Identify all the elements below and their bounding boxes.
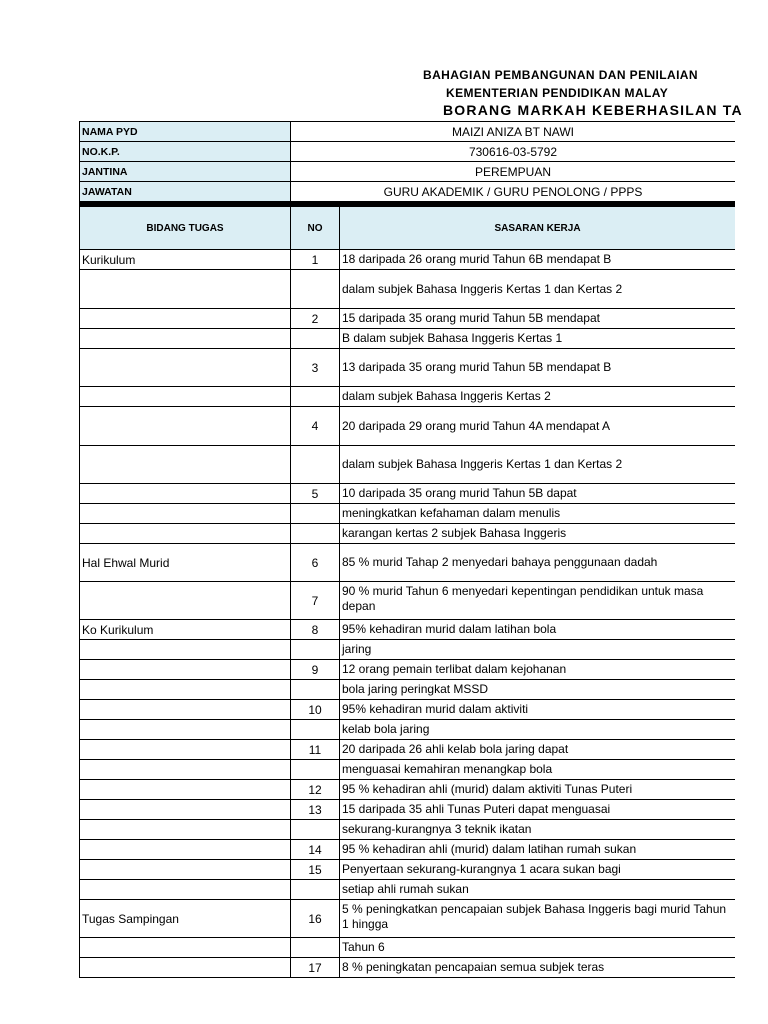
no-cell: 15 (290, 860, 339, 879)
no-cell: 16 (290, 900, 339, 937)
no-cell: 8 (290, 620, 339, 639)
info-value: 730616-03-5792 (290, 142, 735, 161)
sasaran-cell: 20 daripada 29 orang murid Tahun 4A mendapat A (339, 407, 735, 445)
sasaran-cell: bola jaring peringkat MSSD (339, 680, 735, 699)
info-value: MAIZI ANIZA BT NAWI (290, 122, 735, 141)
bidang-cell (79, 820, 290, 839)
bidang-cell (79, 640, 290, 659)
bidang-cell (79, 329, 290, 348)
no-cell: 13 (290, 800, 339, 819)
bidang-cell (79, 660, 290, 679)
header-sasaran-kerja: SASARAN KERJA (339, 207, 735, 249)
table-row (79, 250, 735, 270)
info-label: JAWATAN (79, 182, 290, 201)
info-row-jawatan (79, 182, 735, 202)
no-cell (290, 387, 339, 406)
sasaran-cell: kelab bola jaring (339, 720, 735, 739)
no-cell (290, 820, 339, 839)
table-row (79, 620, 735, 640)
sasaran-cell: 10 daripada 35 orang murid Tahun 5B dapat (339, 484, 735, 503)
header-no: NO (290, 207, 339, 249)
sasaran-cell: karangan kertas 2 subjek Bahasa Inggeris (339, 524, 735, 543)
table-row (79, 349, 735, 387)
table-row (79, 640, 735, 660)
table-row (79, 407, 735, 446)
sasaran-cell: 95% kehadiran murid dalam latihan bola (339, 620, 735, 639)
sasaran-cell: menguasai kemahiran menangkap bola (339, 760, 735, 779)
no-cell (290, 640, 339, 659)
no-cell (290, 270, 339, 308)
no-cell: 14 (290, 840, 339, 859)
header-line-2: KEMENTERIAN PENDIDIKAN MALAY (446, 86, 669, 100)
table-row (79, 582, 735, 620)
sasaran-cell: 12 orang pemain terlibat dalam kejohanan (339, 660, 735, 679)
table-row (79, 544, 735, 582)
bidang-cell (79, 800, 290, 819)
table-row (79, 938, 735, 958)
table-row (79, 820, 735, 840)
sasaran-cell: 15 daripada 35 ahli Tunas Puteri dapat menguasai (339, 800, 735, 819)
info-row-nokp (79, 142, 735, 162)
bidang-cell: Ko Kurikulum (79, 620, 290, 639)
bidang-cell (79, 349, 290, 386)
table-row (79, 524, 735, 544)
sasaran-cell: dalam subjek Bahasa Inggeris Kertas 1 dan Kertas 2 (339, 270, 735, 308)
info-value: GURU AKADEMIK / GURU PENOLONG / PPPS (290, 182, 735, 201)
bidang-cell (79, 860, 290, 879)
no-cell: 7 (290, 582, 339, 619)
sasaran-cell: 5 % peningkatkan pencapaian subjek Bahasa Inggeris bagi murid Tahun 1 hingga (339, 900, 735, 937)
bidang-cell (79, 387, 290, 406)
info-row-jantina (79, 162, 735, 182)
table-row (79, 446, 735, 484)
sasaran-cell: meningkatkan kefahaman dalam menulis (339, 504, 735, 523)
table-row (79, 700, 735, 720)
sasaran-cell: 85 % murid Tahap 2 menyedari bahaya penggunaan dadah (339, 544, 735, 581)
table-row (79, 740, 735, 760)
bidang-cell (79, 309, 290, 328)
table-header (79, 207, 735, 250)
table-row (79, 329, 735, 349)
sasaran-cell: B dalam subjek Bahasa Inggeris Kertas 1 (339, 329, 735, 348)
no-cell: 5 (290, 484, 339, 503)
sasaran-cell: dalam subjek Bahasa Inggeris Kertas 1 dan Kertas 2 (339, 446, 735, 483)
sasaran-cell: 8 % peningkatan pencapaian semua subjek teras (339, 958, 735, 977)
bidang-cell (79, 700, 290, 719)
bidang-cell (79, 524, 290, 543)
table-row (79, 387, 735, 407)
no-cell: 17 (290, 958, 339, 977)
no-cell (290, 446, 339, 483)
bidang-cell (79, 760, 290, 779)
sasaran-cell: 95 % kehadiran ahli (murid) dalam aktiviti Tunas Puteri (339, 780, 735, 799)
table-row (79, 660, 735, 680)
bidang-cell (79, 446, 290, 483)
bidang-cell (79, 740, 290, 759)
no-cell: 10 (290, 700, 339, 719)
no-cell: 1 (290, 250, 339, 269)
bidang-cell (79, 407, 290, 445)
no-cell (290, 680, 339, 699)
bidang-cell (79, 720, 290, 739)
bidang-cell: Kurikulum (79, 250, 290, 269)
table-row (79, 900, 735, 938)
table-row (79, 504, 735, 524)
no-cell (290, 880, 339, 899)
sasaran-cell: dalam subjek Bahasa Inggeris Kertas 2 (339, 387, 735, 406)
info-value: PEREMPUAN (290, 162, 735, 181)
no-cell (290, 938, 339, 957)
bidang-cell (79, 680, 290, 699)
sasaran-cell: sekurang-kurangnya 3 teknik ikatan (339, 820, 735, 839)
sasaran-cell: 95% kehadiran murid dalam aktiviti (339, 700, 735, 719)
bidang-cell (79, 270, 290, 308)
bidang-cell (79, 958, 290, 977)
table-row (79, 880, 735, 900)
sasaran-cell: Tahun 6 (339, 938, 735, 957)
bidang-cell (79, 484, 290, 503)
no-cell (290, 760, 339, 779)
table-row (79, 484, 735, 504)
no-cell: 4 (290, 407, 339, 445)
table-row (79, 860, 735, 880)
sasaran-cell: Penyertaan sekurang-kurangnya 1 acara sukan bagi (339, 860, 735, 879)
info-label: NAMA PYD (79, 122, 290, 141)
info-label: NO.K.P. (79, 142, 290, 161)
header-bidang-tugas: BIDANG TUGAS (79, 207, 290, 249)
sasaran-cell: 18 daripada 26 orang murid Tahun 6B mendapat B (339, 250, 735, 269)
no-cell (290, 524, 339, 543)
form-title: BORANG MARKAH KEBERHASILAN TA (443, 102, 743, 118)
header-line-1: BAHAGIAN PEMBANGUNAN DAN PENILAIAN (423, 68, 698, 82)
sasaran-cell: 95 % kehadiran ahli (murid) dalam latihan rumah sukan (339, 840, 735, 859)
sasaran-cell: setiap ahli rumah sukan (339, 880, 735, 899)
table-row (79, 800, 735, 820)
no-cell: 2 (290, 309, 339, 328)
bidang-cell (79, 780, 290, 799)
sasaran-table (79, 207, 735, 978)
bidang-cell (79, 938, 290, 957)
bidang-cell (79, 504, 290, 523)
table-row (79, 760, 735, 780)
sasaran-cell: 90 % murid Tahun 6 menyedari kepentingan pendidikan untuk masa depan (339, 582, 735, 619)
table-row (79, 270, 735, 309)
bidang-cell: Tugas Sampingan (79, 900, 290, 937)
table-row (79, 720, 735, 740)
no-cell: 3 (290, 349, 339, 386)
info-table (79, 121, 735, 202)
table-row (79, 958, 735, 978)
sasaran-cell: jaring (339, 640, 735, 659)
sasaran-cell: 13 daripada 35 orang murid Tahun 5B mendapat B (339, 349, 735, 386)
info-label: JANTINA (79, 162, 290, 181)
bidang-cell: Hal Ehwal Murid (79, 544, 290, 581)
bidang-cell (79, 880, 290, 899)
bidang-cell (79, 840, 290, 859)
sasaran-cell: 15 daripada 35 orang murid Tahun 5B mendapat (339, 309, 735, 328)
bidang-cell (79, 582, 290, 619)
no-cell (290, 720, 339, 739)
no-cell: 9 (290, 660, 339, 679)
info-row-nama (79, 122, 735, 142)
sasaran-cell: 20 daripada 26 ahli kelab bola jaring dapat (339, 740, 735, 759)
no-cell: 12 (290, 780, 339, 799)
table-row (79, 780, 735, 800)
no-cell (290, 329, 339, 348)
no-cell (290, 504, 339, 523)
no-cell: 6 (290, 544, 339, 581)
no-cell: 11 (290, 740, 339, 759)
table-row (79, 309, 735, 329)
table-row (79, 840, 735, 860)
table-row (79, 680, 735, 700)
